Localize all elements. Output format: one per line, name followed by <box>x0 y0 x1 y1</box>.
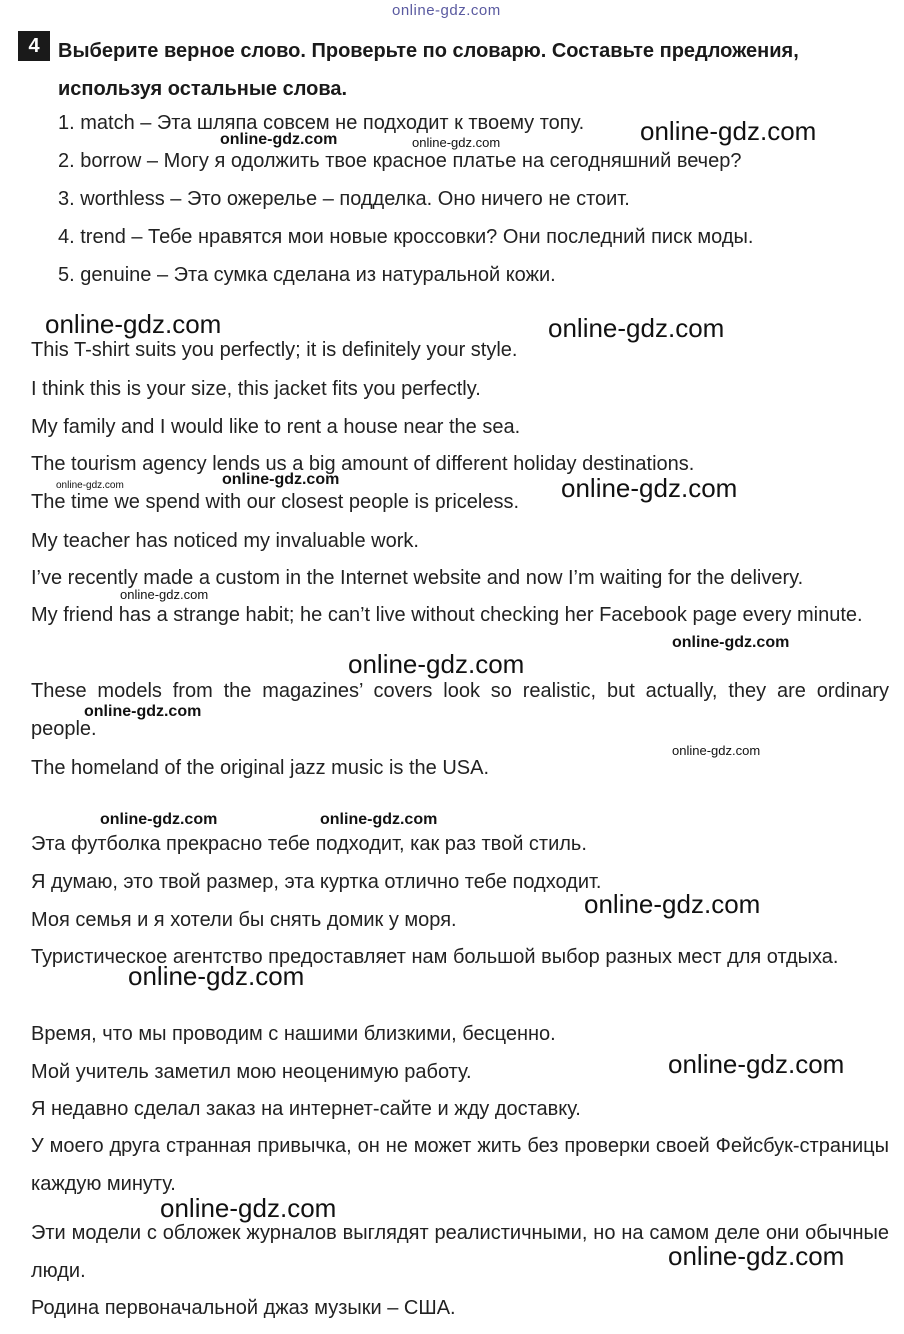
watermark: online-gdz.com <box>220 131 338 148</box>
watermark: online-gdz.com <box>348 649 525 679</box>
list-item: 5. genuine – Эта сумка сделана из натуральной кожи. <box>58 264 556 286</box>
watermark: online-gdz.com <box>392 2 501 19</box>
watermark: online-gdz.com <box>84 703 202 720</box>
list-item: 1. match – Эта шляпа совсем не подходит к твоему топу. <box>58 112 585 134</box>
english-sentence: My family and I would like to rent a house near the sea. <box>31 416 521 438</box>
russian-sentence: Мой учитель заметил мою неоценимую работу. <box>31 1061 472 1083</box>
watermark: online-gdz.com <box>100 811 218 828</box>
watermark: online-gdz.com <box>640 116 817 146</box>
english-sentence: These models from the magazines’ covers look so realistic, but actually, they are ordinary people. <box>31 680 889 740</box>
english-sentence: I’ve recently made a custom in the Internet website and now I’m waiting for the delivery. <box>31 567 804 589</box>
russian-sentence: Эти модели с обложек журналов выглядят реалистичными, но на самом деле они обычные люди. <box>31 1222 889 1282</box>
watermark: online-gdz.com <box>668 1241 845 1271</box>
watermark: online-gdz.com <box>128 961 305 991</box>
watermark: online-gdz.com <box>668 1049 845 1079</box>
task-number-badge: 4 <box>18 31 50 61</box>
english-sentence: My friend has a strange habit; he can’t live without checking her Facebook page every minute. <box>31 604 863 626</box>
russian-sentence: У моего друга странная привычка, он не может жить без проверки своей Фейсбук-страницы каждую минуту. <box>31 1135 889 1195</box>
watermark: online-gdz.com <box>222 471 340 488</box>
english-sentence: This T-shirt suits you perfectly; it is definitely your style. <box>31 339 518 361</box>
watermark: online-gdz.com <box>45 309 222 339</box>
watermark: online-gdz.com <box>584 889 761 919</box>
english-sentence: The time we spend with our closest people is priceless. <box>31 491 520 513</box>
watermark: online-gdz.com <box>672 743 761 758</box>
watermark: online-gdz.com <box>160 1193 337 1223</box>
list-item: 4. trend – Тебе нравятся мои новые кроссовки? Они последний писк моды. <box>58 226 754 248</box>
watermark: online-gdz.com <box>120 587 209 602</box>
watermark: online-gdz.com <box>320 811 438 828</box>
russian-sentence: Эта футболка прекрасно тебе подходит, как раз твой стиль. <box>31 833 587 855</box>
russian-sentence: Время, что мы проводим с нашими близкими, бесценно. <box>31 1023 556 1045</box>
english-sentence: My teacher has noticed my invaluable work. <box>31 530 419 552</box>
task-instruction: Выберите верное слово. Проверьте по словарю. Составьте предложения, используя остальные слова. <box>58 40 799 100</box>
watermark: online-gdz.com <box>548 313 725 343</box>
russian-sentence: Моя семья и я хотели бы снять домик у моря. <box>31 909 457 931</box>
russian-sentence: Я недавно сделал заказ на интернет-сайте и жду доставку. <box>31 1098 581 1120</box>
english-sentence: The tourism agency lends us a big amount of different holiday destinations. <box>31 453 695 475</box>
watermark: online-gdz.com <box>56 480 124 491</box>
watermark: online-gdz.com <box>561 473 738 503</box>
list-item: 3. worthless – Это ожерелье – подделка. Оно ничего не стоит. <box>58 188 630 210</box>
watermark: online-gdz.com <box>412 135 501 150</box>
russian-sentence: Родина первоначальной джаз музыки – США. <box>31 1297 456 1319</box>
watermark: online-gdz.com <box>672 634 790 651</box>
list-item: 2. borrow – Могу я одолжить твое красное платье на сегодняшний вечер? <box>58 150 742 172</box>
russian-sentence: Туристическое агентство предоставляет нам большой выбор разных мест для отдыха. <box>31 946 839 968</box>
russian-sentence: Я думаю, это твой размер, эта куртка отлично тебе подходит. <box>31 871 602 893</box>
english-sentence: I think this is your size, this jacket fits you perfectly. <box>31 378 481 400</box>
english-sentence: The homeland of the original jazz music is the USA. <box>31 757 489 779</box>
